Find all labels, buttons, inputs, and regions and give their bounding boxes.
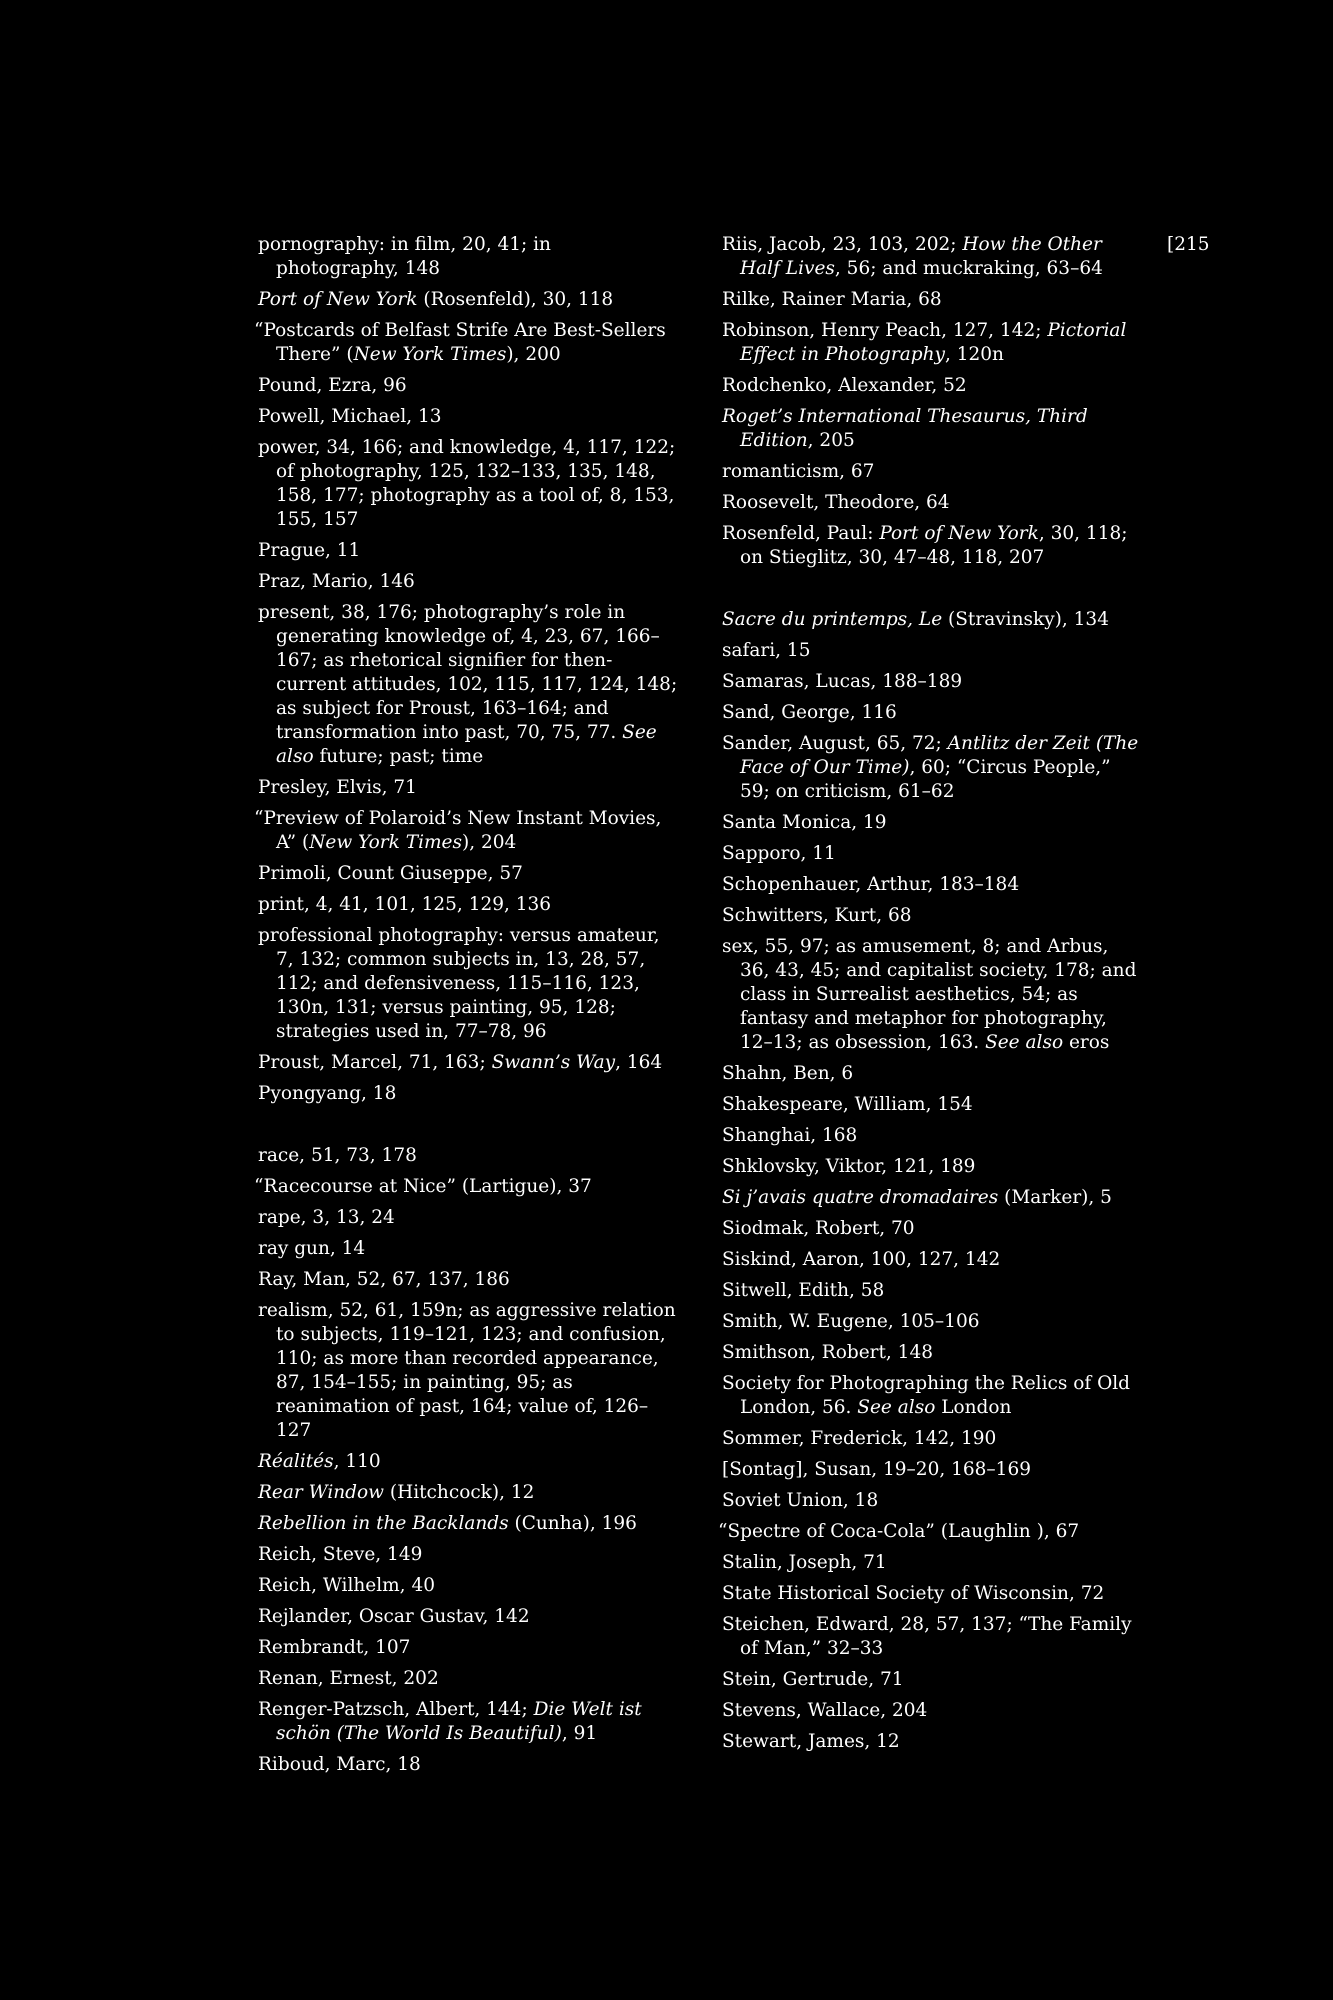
index-entry-text: Siodmak, Robert, 70 xyxy=(722,1218,915,1239)
index-entry-text: ), 204 xyxy=(461,832,517,853)
index-entry-text: ), 200 xyxy=(506,344,561,365)
index-entry-text: sex, 55, 97; as amusement, 8; and Arbus, 36, 43, 45; and capitalist society, 178; and class in Surrealist aesthetics, 54; as fantasy and metaphor for photography, 12–13; as obsession, 163. xyxy=(722,936,1137,1053)
index-entry-text: , 60; “Circus People,” 59; on criticism, 61–62 xyxy=(740,757,1111,802)
index-entry-text: pornography: in film, 20, 41; in photography, 148 xyxy=(258,234,551,279)
index-entry-text: Rosenfeld, Paul: xyxy=(722,523,880,544)
index-entry xyxy=(258,893,678,917)
index-entry xyxy=(722,904,1142,928)
index-entry xyxy=(258,1667,678,1691)
index-entry-text: Sitwell, Edith, 58 xyxy=(722,1280,885,1301)
index-entry xyxy=(722,1341,1142,1365)
index-entry-text: Stein, Gertrude, 71 xyxy=(722,1669,904,1690)
index-entry-text: ray gun, 14 xyxy=(258,1238,366,1259)
index-entry-text: Sapporo, 11 xyxy=(722,843,836,864)
index-entry xyxy=(254,319,678,367)
index-entry-text: Roosevelt, Theodore, 64 xyxy=(722,492,950,513)
letter-section-gap xyxy=(722,577,1142,608)
index-entry-text: Rembrandt, 107 xyxy=(258,1637,411,1658)
index-entry-text: , 205 xyxy=(807,430,855,451)
index-entry-text: Shahn, Ben, 6 xyxy=(722,1063,854,1084)
index-entry xyxy=(722,374,1142,398)
index-entry xyxy=(718,1520,1142,1544)
index-entry-text: State Historical Society of Wisconsin, 72 xyxy=(722,1583,1105,1604)
index-entry-text: race, 51, 73, 178 xyxy=(258,1145,417,1166)
page-number: [215 xyxy=(1167,234,1210,255)
index-entry-italic-text: New York Times xyxy=(309,832,462,853)
index-entry xyxy=(254,1175,678,1199)
index-entry xyxy=(722,460,1142,484)
index-entry xyxy=(258,1450,678,1474)
index-entry-text: “Preview of Polaroid’s New Instant Movies, A” ( xyxy=(254,808,662,853)
index-entry xyxy=(722,1489,1142,1513)
index-entry-text: print, 4, 41, 101, 125, 129, 136 xyxy=(258,894,552,915)
index-entry-text: , 56; and muckraking, 63–64 xyxy=(834,258,1103,279)
index-entry xyxy=(722,842,1142,866)
index-entry-text: rape, 3, 13, 24 xyxy=(258,1207,395,1228)
index-entry-text: Renger-Patzsch, Albert, 144; xyxy=(258,1699,534,1720)
index-entry-text: Sommer, Frederick, 142, 190 xyxy=(722,1428,997,1449)
index-entry-text: Ray, Man, 52, 67, 137, 186 xyxy=(258,1269,510,1290)
index-entry-text: Schopenhauer, Arthur, 183–184 xyxy=(722,874,1020,895)
index-entry-text: “Postcards of Belfast Strife Are Best-Sellers There” ( xyxy=(254,320,666,365)
index-entry xyxy=(258,570,678,594)
index-entry xyxy=(722,1124,1142,1148)
index-entry-italic-text: Swann’s Way xyxy=(491,1052,616,1073)
index-entry xyxy=(722,1062,1142,1086)
index-entry-text: Stevens, Wallace, 204 xyxy=(722,1700,928,1721)
index-entry-text: Rodchenko, Alexander, 52 xyxy=(722,375,967,396)
index-entry-italic-text: Pictorial Effect in Photography xyxy=(740,320,1127,365)
index-entry-text: Reich, Steve, 149 xyxy=(258,1544,423,1565)
index-entry-italic-text: Si j’avais quatre dromadaires xyxy=(722,1187,999,1208)
index-entry-text: Powell, Michael, 13 xyxy=(258,406,442,427)
index-entry-italic-text: New York Times xyxy=(353,344,507,365)
index-entry-text: Reich, Wilhelm, 40 xyxy=(258,1575,435,1596)
index-entry xyxy=(722,935,1142,1055)
index-entry-text: Robinson, Henry Peach, 127, 142; xyxy=(722,320,1048,341)
index-entry xyxy=(722,1668,1142,1692)
index-entry-text: (Marker), 5 xyxy=(998,1187,1112,1208)
index-entry-text: London xyxy=(935,1397,1012,1418)
index-entry-text: Stewart, James, 12 xyxy=(722,1731,900,1752)
index-entry-text: Schwitters, Kurt, 68 xyxy=(722,905,912,926)
index-entry xyxy=(722,670,1142,694)
index-entry xyxy=(722,233,1142,281)
index-entry-text: romanticism, 67 xyxy=(722,461,875,482)
index-entry-text: Primoli, Count Giuseppe, 57 xyxy=(258,863,523,884)
index-entry xyxy=(258,1543,678,1567)
index-entry-italic-text: See also xyxy=(985,1032,1064,1053)
index-entry-text: , 91 xyxy=(561,1723,598,1744)
index-entry-text: Siskind, Aaron, 100, 127, 142 xyxy=(722,1249,1001,1270)
index-entry-text: Stalin, Joseph, 71 xyxy=(722,1552,887,1573)
index-entry-text: safari, 15 xyxy=(722,640,811,661)
index-entry xyxy=(722,405,1142,453)
index-entry-text: Smithson, Robert, 148 xyxy=(722,1342,933,1363)
index-entry xyxy=(258,374,678,398)
index-entry xyxy=(258,924,678,1044)
index-entry-text: “Racecourse at Nice” (Lartigue), 37 xyxy=(254,1176,592,1197)
index-entry xyxy=(258,1268,678,1292)
index-entry-italic-text: Rear Window xyxy=(258,1482,384,1503)
index-entry xyxy=(722,491,1142,515)
index-entry-text: Praz, Mario, 146 xyxy=(258,571,415,592)
index-entry-italic-text: Port of New York xyxy=(879,523,1039,544)
index-entry xyxy=(722,1551,1142,1575)
index-entry xyxy=(258,1051,678,1075)
index-entry-italic-text: See also xyxy=(276,722,657,767)
index-entry-text: eros xyxy=(1063,1032,1110,1053)
index-entry-text: Santa Monica, 19 xyxy=(722,812,887,833)
index-entry xyxy=(722,608,1142,632)
index-entry-italic-text: Rebellion in the Backlands xyxy=(258,1513,509,1534)
index-entry xyxy=(722,873,1142,897)
index-entry-text: professional photography: versus amateur, 7, 132; common subjects in, 13, 28, 57, 112; and defensiveness, 115–116, 123, 130n, 131; versus painting, 95, 128; strategies used in, 77–78, 96 xyxy=(258,925,660,1042)
index-entry-text: Samaras, Lucas, 188–189 xyxy=(722,671,963,692)
index-entry-text: , 110 xyxy=(333,1451,381,1472)
index-entry-text: Presley, Elvis, 71 xyxy=(258,777,417,798)
index-entry-text: realism, 52, 61, 159n; as aggressive relation to subjects, 119–121, 123; and confusion, 110; as more than recorded appearance, 87, 154–155; in painting, 95; as reanimation of past, 164; value of, 126–127 xyxy=(258,1300,676,1441)
index-entry xyxy=(722,1279,1142,1303)
index-entry xyxy=(722,1699,1142,1723)
index-entry-italic-text: Die Welt ist schön (The World Is Beautiful) xyxy=(276,1699,642,1744)
index-entry xyxy=(722,1093,1142,1117)
index-entry-text: Pyongyang, 18 xyxy=(258,1083,397,1104)
letter-section-gap xyxy=(258,1113,678,1144)
index-entry-italic-text: See also xyxy=(857,1397,936,1418)
index-entry xyxy=(722,1310,1142,1334)
index-entry xyxy=(722,522,1142,570)
index-entry xyxy=(722,1730,1142,1754)
index-entry-text: (Stravinsky), 134 xyxy=(942,609,1109,630)
index-entry xyxy=(722,639,1142,663)
index-entry xyxy=(258,776,678,800)
index-entry-text: Rilke, Rainer Maria, 68 xyxy=(722,289,942,310)
index-entry-text: Riboud, Marc, 18 xyxy=(258,1754,421,1775)
index-entry xyxy=(722,319,1142,367)
index-entry xyxy=(258,436,678,532)
index-entry-italic-text: Réalités xyxy=(258,1451,334,1472)
index-entry xyxy=(258,1082,678,1106)
index-entry-text: Sand, George, 116 xyxy=(722,702,897,723)
index-entry-text: Shklovsky, Viktor, 121, 189 xyxy=(722,1156,976,1177)
index-entry xyxy=(258,1574,678,1598)
index-entry-text: , 164 xyxy=(615,1052,663,1073)
index-entry-italic-text: Port of New York xyxy=(258,289,418,310)
index-entry-text: (Rosenfeld), 30, 118 xyxy=(417,289,614,310)
index-entry-text: Smith, W. Eugene, 105–106 xyxy=(722,1311,980,1332)
index-entry xyxy=(258,1512,678,1536)
index-entry-text: , 120n xyxy=(944,344,1004,365)
index-column-right xyxy=(718,233,1142,1761)
index-entry-text: present, 38, 176; photography’s role in generating knowledge of, 4, 23, 67, 166–167; as rhetorical signifier for then-current attitudes, 102, 115, 117, 124, 148; as subject for Proust, 163–164; and transformation into past, 70, 75, 77. xyxy=(258,602,678,743)
index-entry-text: Shanghai, 168 xyxy=(722,1125,858,1146)
index-entry xyxy=(722,1248,1142,1272)
index-entry xyxy=(258,1206,678,1230)
index-entry xyxy=(258,1144,678,1168)
index-entry xyxy=(722,1372,1142,1420)
index-entry-text: Prague, 11 xyxy=(258,540,361,561)
index-entry xyxy=(258,1481,678,1505)
index-entry xyxy=(258,1299,678,1443)
index-entry xyxy=(258,1636,678,1660)
index-entry-text: “Spectre of Coca-Cola” (Laughlin ), 67 xyxy=(718,1521,1080,1542)
index-entry-text: , 30, 118; on Stieglitz, 30, 47–48, 118, 207 xyxy=(740,523,1128,568)
index-entry-text: Pound, Ezra, 96 xyxy=(258,375,407,396)
index-entry-text: (Cunha), 196 xyxy=(508,1513,637,1534)
index-column-left xyxy=(254,233,678,1784)
index-entry xyxy=(254,807,678,855)
index-entry-italic-text: Roget’s International Thesaurus, Third Edition xyxy=(722,406,1088,451)
index-entry-text: Shakespeare, William, 154 xyxy=(722,1094,973,1115)
index-entry xyxy=(258,288,678,312)
index-entry xyxy=(258,601,678,769)
index-entry-text: Sander, August, 65, 72; xyxy=(722,733,948,754)
index-entry xyxy=(258,862,678,886)
index-entry-text: (Hitchcock), 12 xyxy=(383,1482,535,1503)
index-entry xyxy=(258,1698,678,1746)
index-entry xyxy=(722,1582,1142,1606)
index-entry-text: Soviet Union, 18 xyxy=(722,1490,879,1511)
index-entry xyxy=(258,1605,678,1629)
index-entry-text: Rejlander, Oscar Gustav, 142 xyxy=(258,1606,530,1627)
index-entry-italic-text: How the Other Half Lives xyxy=(740,234,1102,279)
index-entry xyxy=(722,811,1142,835)
index-entry xyxy=(722,1458,1142,1482)
index-entry-italic-text: Antlitz der Zeit (The Face of Our Time) xyxy=(740,733,1139,778)
index-entry-text: power, 34, 166; and knowledge, 4, 117, 122; of photography, 125, 132–133, 135, 148, 158, 177; photography as a tool of, 8, 153, 155, 157 xyxy=(258,437,676,530)
index-entry xyxy=(722,1427,1142,1451)
index-entry xyxy=(722,701,1142,725)
index-entry xyxy=(258,233,678,281)
index-entry-text: [Sontag], Susan, 19–20, 168–169 xyxy=(722,1459,1031,1480)
index-entry xyxy=(722,1186,1142,1210)
index-entry-text: Steichen, Edward, 28, 57, 137; “The Family of Man,” 32–33 xyxy=(722,1614,1132,1659)
index-entry xyxy=(722,288,1142,312)
index-entry-text: Proust, Marcel, 71, 163; xyxy=(258,1052,492,1073)
index-entry xyxy=(722,732,1142,804)
index-entry-text: Riis, Jacob, 23, 103, 202; xyxy=(722,234,963,255)
index-entry xyxy=(258,539,678,563)
index-entry xyxy=(258,1237,678,1261)
index-entry xyxy=(258,405,678,429)
index-entry-italic-text: Sacre du printemps, Le xyxy=(722,609,943,630)
index-entry-text: Society for Photographing the Relics of Old London, 56. xyxy=(722,1373,1131,1418)
index-entry xyxy=(722,1613,1142,1661)
index-entry xyxy=(722,1217,1142,1241)
index-entry-text: Renan, Ernest, 202 xyxy=(258,1668,439,1689)
index-entry xyxy=(258,1753,678,1777)
index-entry xyxy=(722,1155,1142,1179)
index-entry-text: future; past; time xyxy=(313,746,484,767)
